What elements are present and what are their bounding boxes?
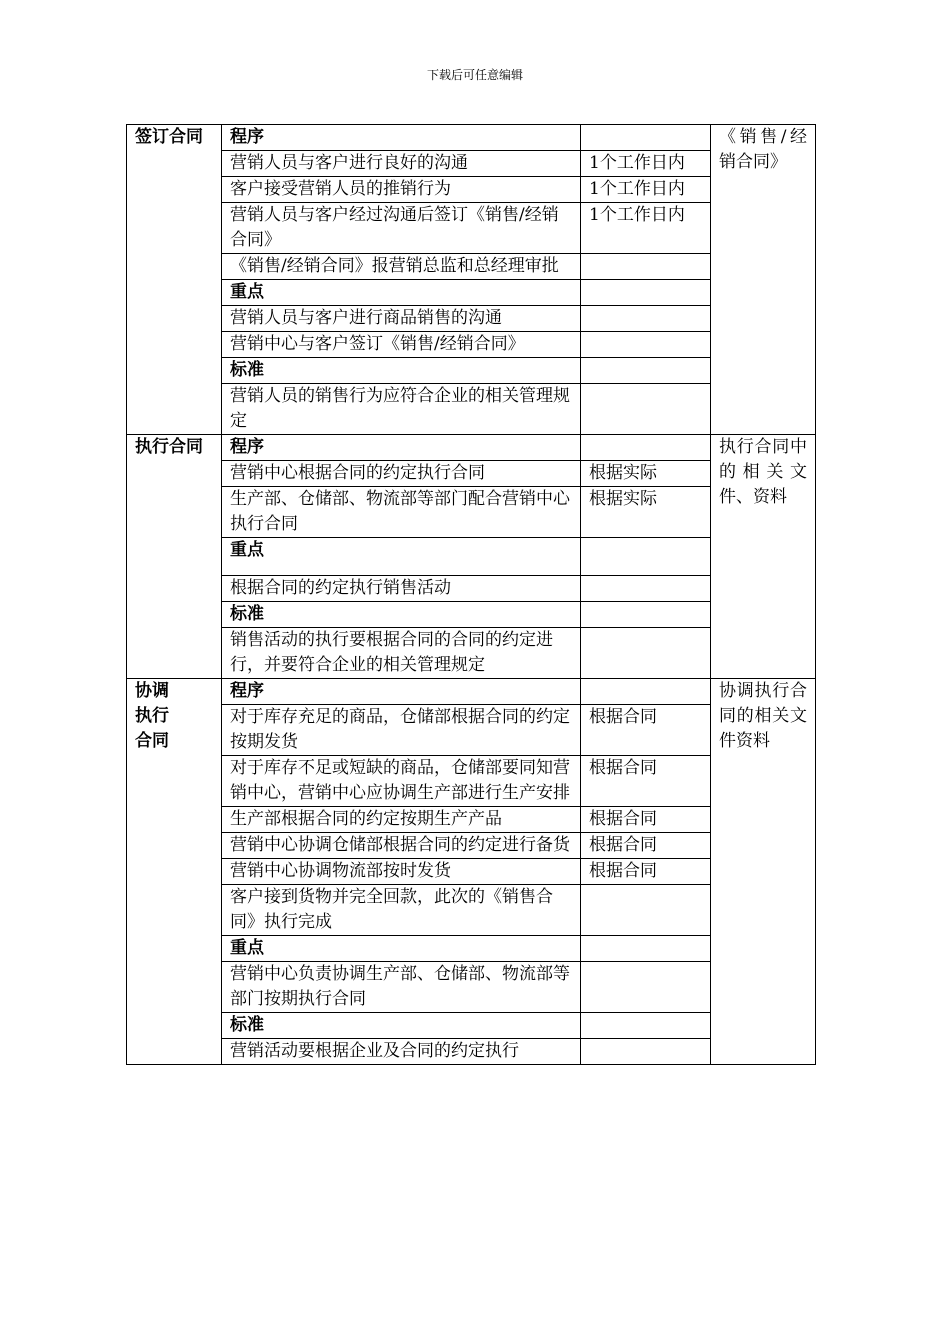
phase-label-line: 合同: [135, 731, 169, 751]
time-cell: 根据合同: [581, 859, 711, 885]
step-text: 营销活动要根据企业及合同的约定执行: [222, 1039, 581, 1065]
step-text: 营销人员与客户进行商品销售的沟通: [222, 306, 581, 332]
step-text: 营销中心与客户签订《销售/经销合同》: [222, 332, 581, 358]
phase-label-line: 协调: [135, 681, 169, 701]
time-cell: [581, 1039, 711, 1065]
step-text: 营销人员的销售行为应符合企业的相关管理规定: [222, 384, 581, 435]
table-row: [127, 125, 816, 151]
phase-label: [127, 679, 222, 1065]
phase-label-line: 执行: [135, 706, 169, 726]
time-cell: 1个工作日内: [581, 203, 711, 254]
step-text: 销售活动的执行要根据合同的合同的约定进行，并要符合企业的相关管理规定: [222, 628, 581, 679]
time-cell: [581, 358, 711, 384]
step-text: 营销人员与客户经过沟通后签订《销售/经销合同》: [222, 203, 581, 254]
time-cell: 根据合同: [581, 756, 711, 807]
section-heading: 重点: [222, 280, 581, 306]
header-note: 下载后可任意编辑: [426, 68, 523, 82]
time-cell: [581, 254, 711, 280]
time-cell: [581, 125, 711, 151]
table-row: [127, 435, 816, 461]
step-text: 对于库存充足的商品，仓储部根据合同的约定按期发货: [222, 705, 581, 756]
time-cell: [581, 332, 711, 358]
section-heading: 程序: [222, 435, 581, 461]
section-heading: 标准: [222, 358, 581, 384]
step-text: 营销中心协调仓储部根据合同的约定进行备货: [222, 833, 581, 859]
time-cell: 1个工作日内: [581, 151, 711, 177]
contract-process-table: [126, 124, 816, 1065]
step-text: 客户接到货物并完全回款，此次的《销售合同》执行完成: [222, 885, 581, 936]
time-cell: 根据合同: [581, 833, 711, 859]
time-cell: [581, 435, 711, 461]
time-cell: 根据实际: [581, 461, 711, 487]
time-cell: [581, 936, 711, 962]
step-text: 营销中心负责协调生产部、仓储部、物流部等部门按期执行合同: [222, 962, 581, 1013]
time-cell: [581, 384, 711, 435]
section-heading: 标准: [222, 1013, 581, 1039]
time-cell: [581, 602, 711, 628]
time-cell: [581, 280, 711, 306]
table-row: [127, 679, 816, 705]
time-cell: [581, 538, 711, 576]
section-heading: 标准: [222, 602, 581, 628]
step-text: 营销中心根据合同的约定执行合同: [222, 461, 581, 487]
phase-label: 执行合同: [127, 435, 222, 679]
time-cell: [581, 306, 711, 332]
step-text: 营销人员与客户进行良好的沟通: [222, 151, 581, 177]
step-text: 对于库存不足或短缺的商品，仓储部要同知营销中心，营销中心应协调生产部进行生产安排: [222, 756, 581, 807]
step-text: 根据合同的约定执行销售活动: [222, 576, 581, 602]
document-cell: 协调执行合同的相关文件资料: [711, 679, 816, 1065]
step-text: 客户接受营销人员的推销行为: [222, 177, 581, 203]
time-cell: 1个工作日内: [581, 177, 711, 203]
section-heading: 程序: [222, 679, 581, 705]
time-cell: [581, 962, 711, 1013]
section-heading: 程序: [222, 125, 581, 151]
time-cell: [581, 885, 711, 936]
time-cell: [581, 679, 711, 705]
document-cell: 《销售/经销合同》: [711, 125, 816, 435]
time-cell: [581, 576, 711, 602]
step-text: 《销售/经销合同》报营销总监和总经理审批: [222, 254, 581, 280]
document-cell: 执行合同中的相关文件、资料: [711, 435, 816, 679]
section-heading: 重点: [222, 936, 581, 962]
time-cell: [581, 628, 711, 679]
section-heading: 重点: [222, 538, 581, 576]
time-cell: [581, 1013, 711, 1039]
time-cell: 根据合同: [581, 807, 711, 833]
time-cell: 根据实际: [581, 487, 711, 538]
time-cell: 根据合同: [581, 705, 711, 756]
step-text: 生产部、仓储部、物流部等部门配合营销中心执行合同: [222, 487, 581, 538]
phase-label: 签订合同: [127, 125, 222, 435]
step-text: 营销中心协调物流部按时发货: [222, 859, 581, 885]
step-text: 生产部根据合同的约定按期生产产品: [222, 807, 581, 833]
